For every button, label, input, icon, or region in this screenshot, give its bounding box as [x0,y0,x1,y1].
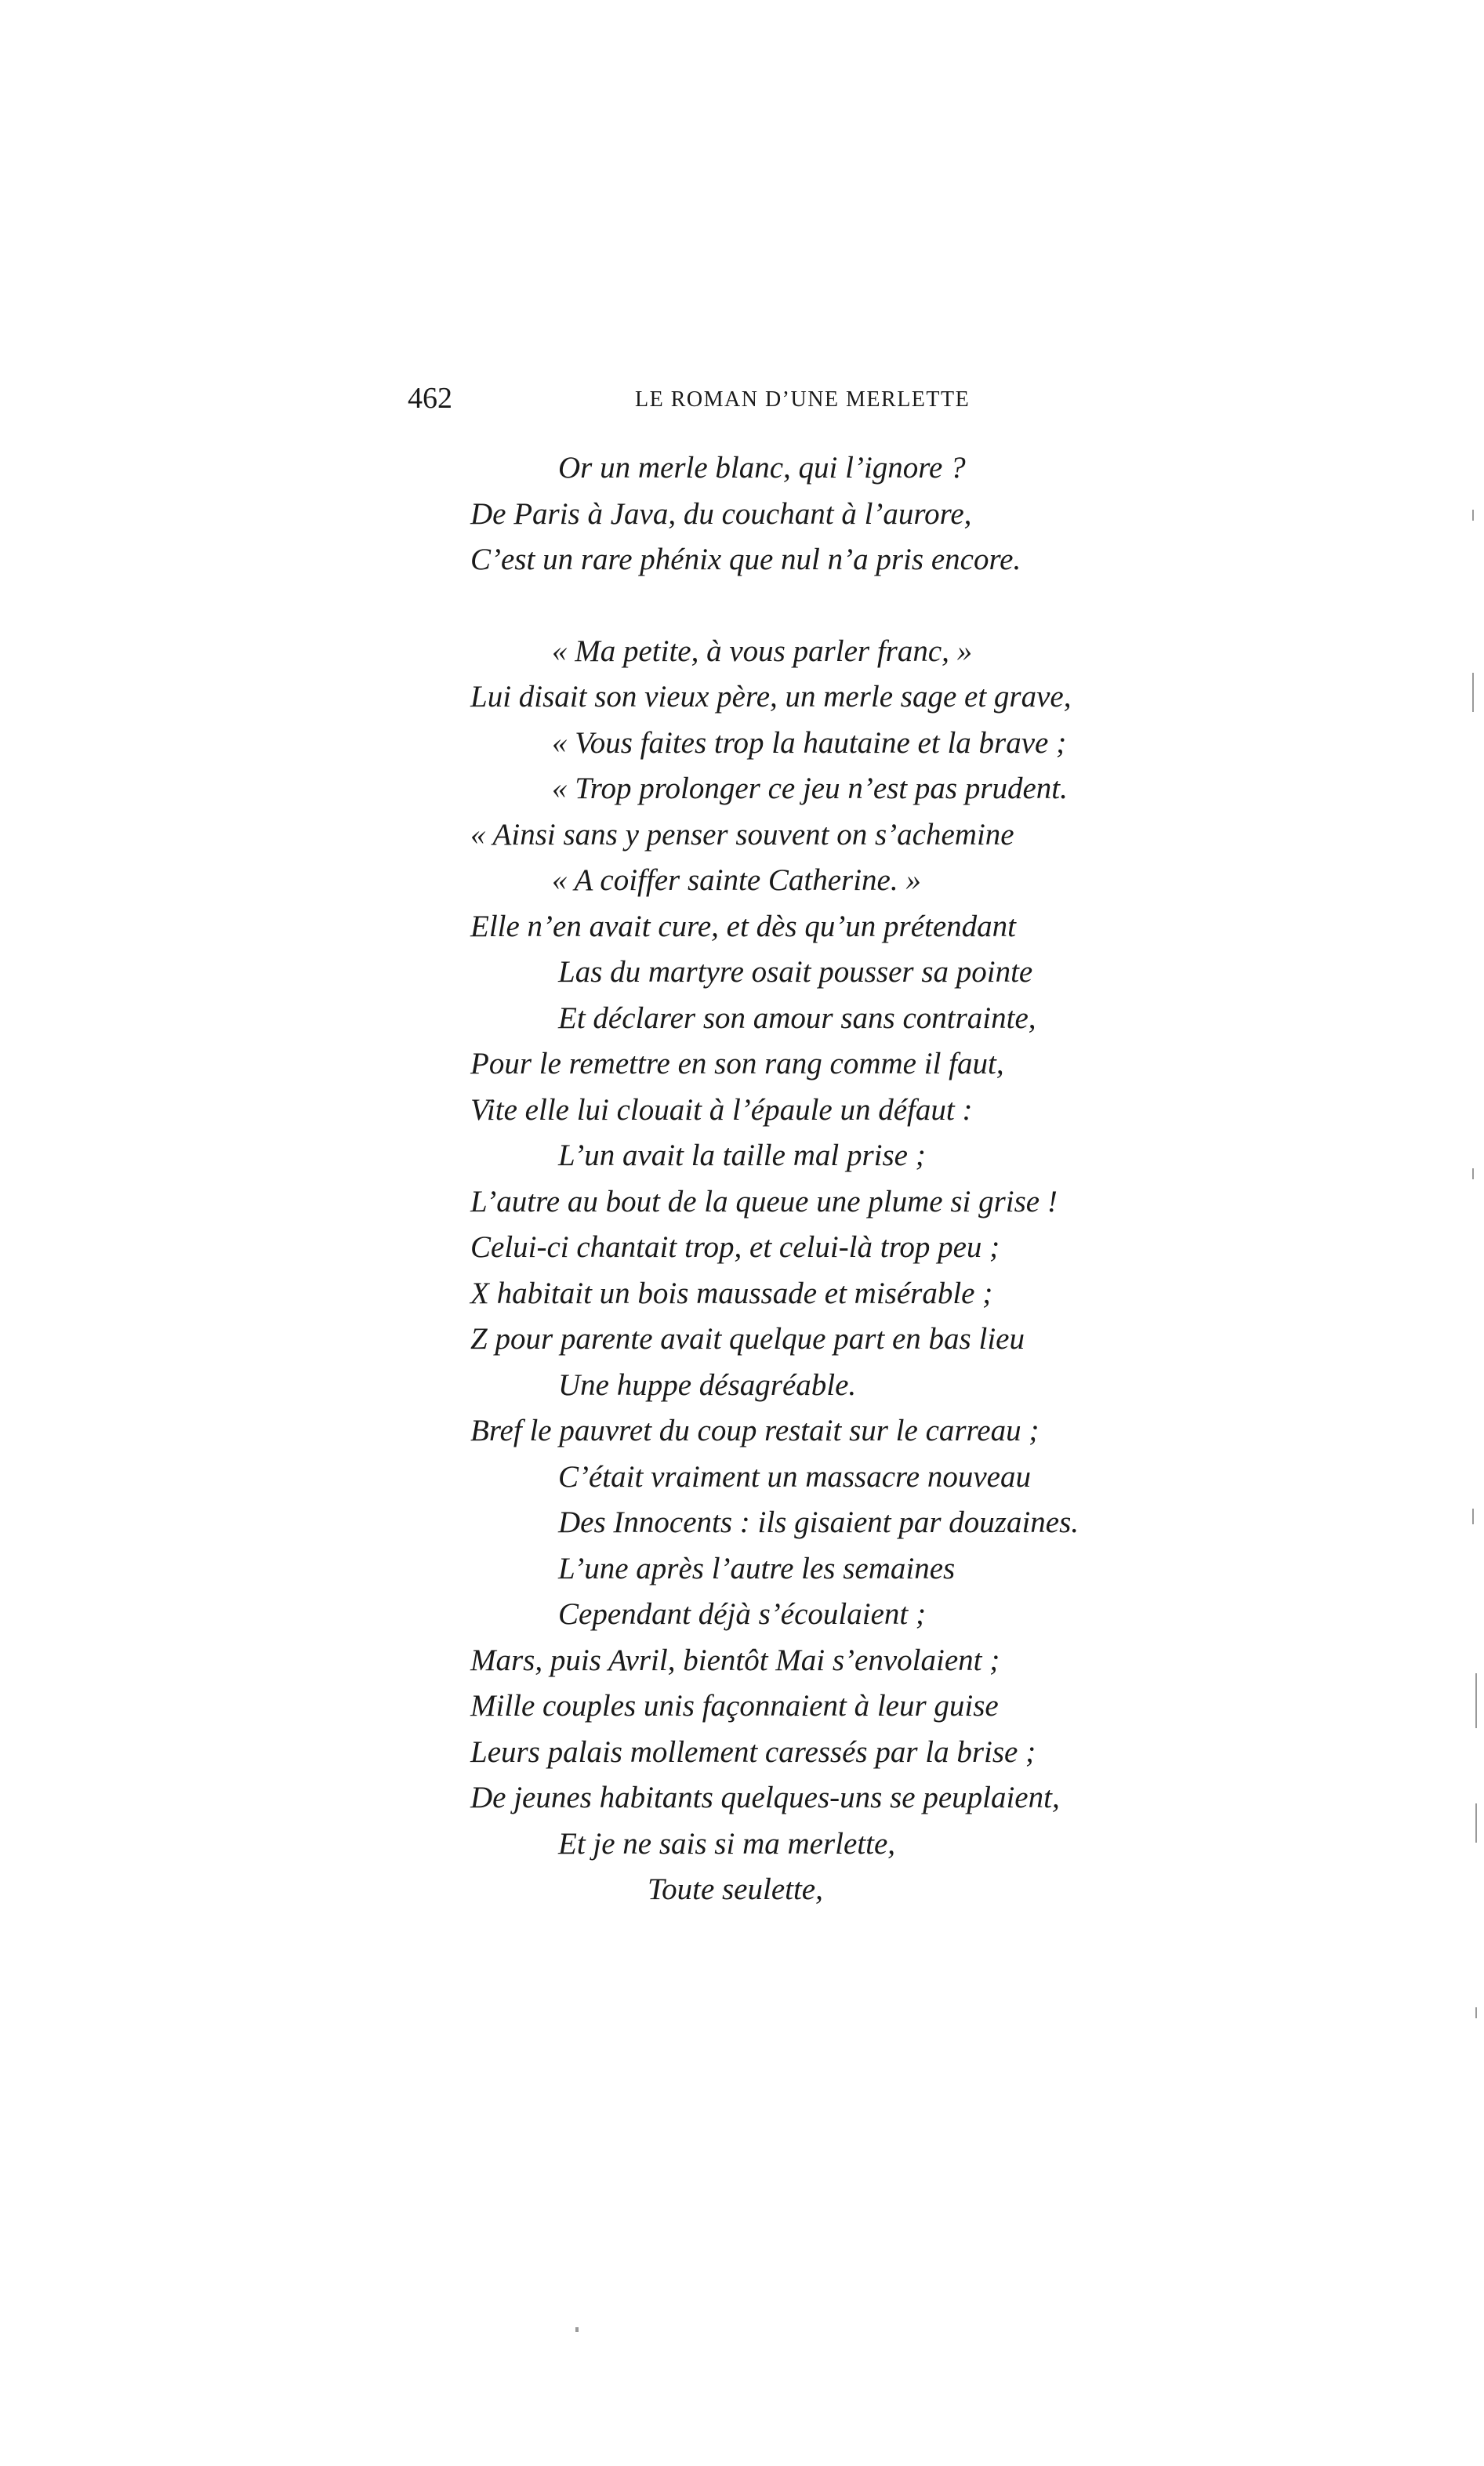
page-header [408,381,1027,420]
stanza-break [470,583,1176,629]
scan-artifact [1472,510,1474,521]
verse-line: Toute seulette, [648,1872,823,1906]
verse-line: Pour le remettre en son rang comme il faut, [470,1047,1004,1080]
verse-line: Las du martyre osait pousser sa pointe [558,955,1033,989]
scan-artifact [1475,2007,1477,2018]
verse-line: Elle n’en avait cure, et dès qu’un prétendant [470,909,1017,943]
verse-line: Or un merle blanc, qui l’ignore ? [558,451,966,485]
verse-line: Mars, puis Avril, bientôt Mai s’envolaient ; [470,1643,1000,1677]
stanza-2 [470,629,1176,1913]
scan-artifact [1475,1673,1477,1728]
verse-line: Et déclarer son amour sans contrainte, [558,1001,1036,1035]
stanza-1 [470,445,1176,583]
verse-line: Z pour parente avait quelque part en bas lieu [470,1322,1025,1356]
scan-artifact [1472,1168,1474,1179]
verse-line: Et je ne sais si ma merlette, [558,1826,896,1861]
verse-line: Mille couples unis façonnaient à leur guise [470,1689,999,1723]
verse-line: « Ainsi sans y penser souvent on s’achemine [470,817,1014,852]
verse-line: C’est un rare phénix que nul n’a pris encore. [470,543,1021,576]
page-number: 462 [408,382,452,415]
verse-line: Cependant déjà s’écoulaient ; [558,1597,926,1631]
scan-artifact [1472,673,1474,712]
verse-line: De Paris à Java, du couchant à l’aurore, [470,496,972,531]
verse-line: « A coiffer sainte Catherine. » [552,863,921,897]
scan-artifact [1472,1509,1474,1524]
verse-line: Lui disait son vieux père, un merle sage et grave, [470,680,1072,714]
poem-body [470,445,1176,1913]
verse-line: De jeunes habitants quelques-uns se peuplaient, [470,1781,1060,1814]
verse-line: L’un avait la taille mal prise ; [558,1139,926,1172]
running-title: LE ROMAN D’UNE MERLETTE [635,387,971,412]
verse-line: Des Innocents : ils gisaient par douzaines. [558,1505,1079,1539]
verse-line: L’une après l’autre les semaines [558,1551,956,1585]
verse-line: Leurs palais mollement caressés par la brise ; [470,1734,1036,1769]
verse-line: X habitait un bois maussade et misérable ; [470,1276,993,1310]
verse-line: « Trop prolonger ce jeu n’est pas prudent. [552,772,1068,805]
verse-line: Celui-ci chantait trop, et celui-là trop peu ; [470,1230,1000,1264]
verse-line: C’était vraiment un massacre nouveau [558,1459,1031,1494]
scan-artifact [1475,1803,1477,1843]
verse-line: Une huppe désagréable. [558,1367,857,1402]
verse-line: « Ma petite, à vous parler franc, » [552,634,973,668]
verse-line: L’autre au bout de la queue une plume si grise ! [470,1184,1058,1218]
verse-line: « Vous faites trop la hautaine et la brave ; [552,725,1067,760]
scan-artifact [575,2327,579,2332]
verse-line: Vite elle lui clouait à l’épaule un défaut : [470,1092,973,1127]
verse-line: Bref le pauvret du coup restait sur le carreau ; [470,1414,1040,1447]
